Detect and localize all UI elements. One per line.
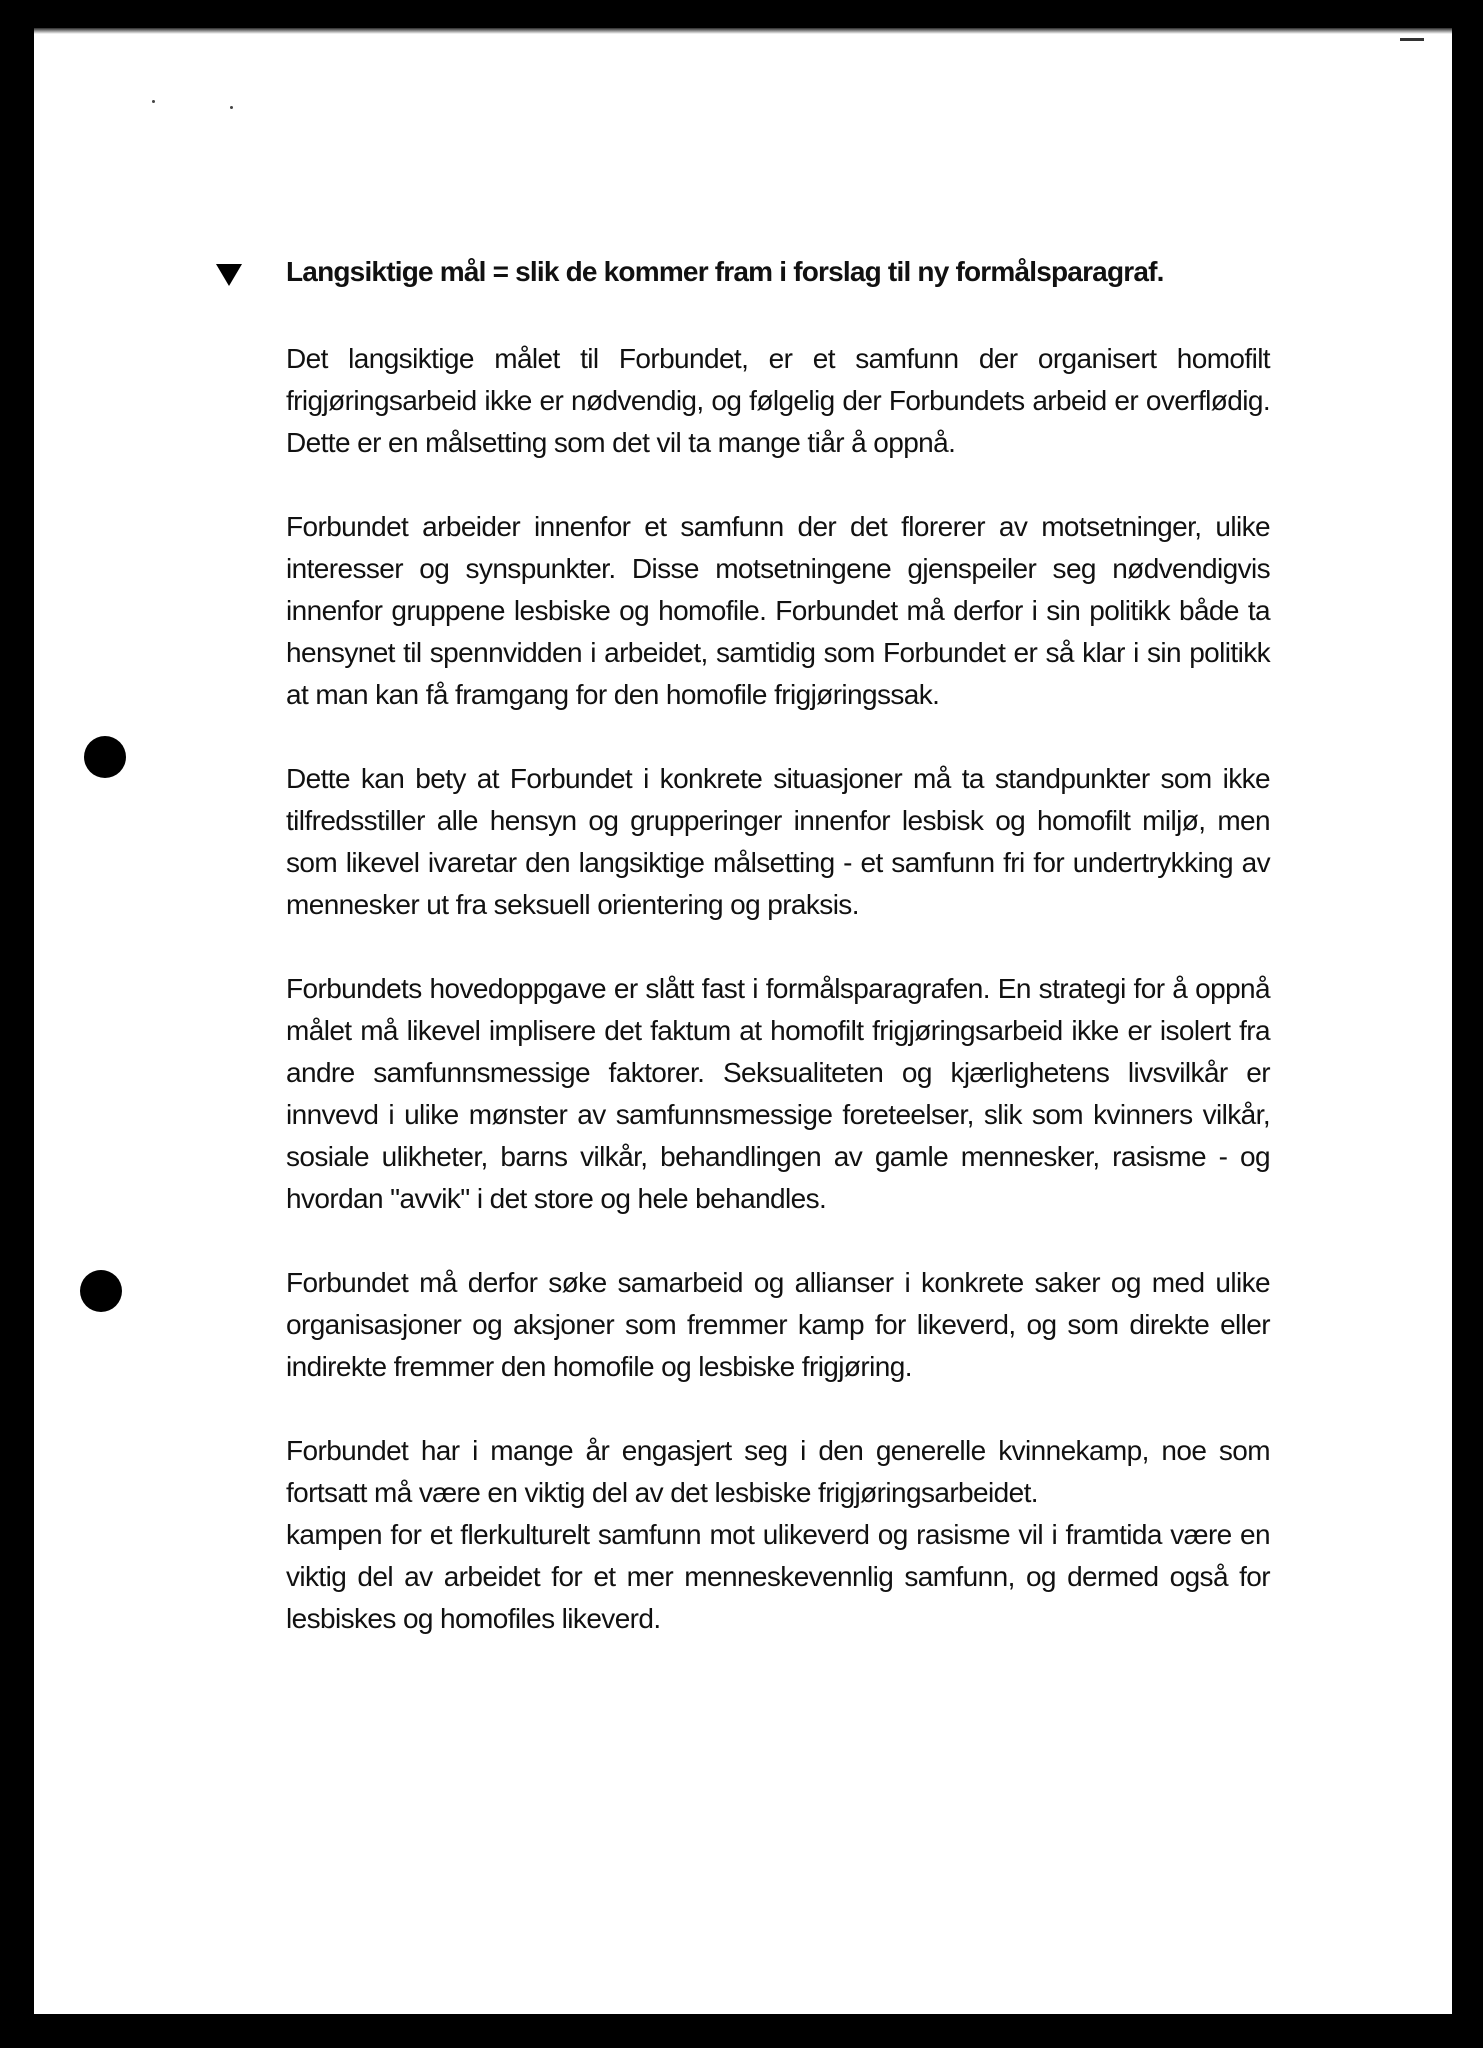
paragraph-womens-struggle: Forbundet har i mange år engasjert seg i den generelle kvinnekamp, noe som fortsatt må være en viktig del av det lesbiske frigjøringsarbeidet. <box>286 1435 1270 1508</box>
section-heading: Langsiktige mål = slik de kommer fram i forslag til ny formålsparagraf. <box>286 256 1164 287</box>
scan-top-edge <box>34 28 1452 34</box>
paragraph-contradictions: Forbundet arbeider innenfor et samfunn der det florerer av motsetninger, ulike interesser og synspunkter. Disse motsetningene gjenspeiler seg nødvendigvis innenfor gruppene lesbiske og homofile. Forbundet må derfor i sin politikk både ta hensynet til spennvidden i arbeidet, samtidig som Forbundet er så klar i sin politikk at man kan få framgang for den homofile frigjøringssak. <box>286 511 1270 710</box>
document-body <box>286 256 1270 1682</box>
punch-hole-lower <box>80 1270 122 1312</box>
scan-speck <box>230 106 233 109</box>
paragraph-main-task: Forbundets hovedoppgave er slått fast i formålsparagrafen. En strategi for å oppnå målet må likevel implisere det faktum at homofilt frigjøringsarbeid ikke er isolert fra andre samfunnsmessige faktorer. Seksualiteten og kjærlighetens livsvilkår er innvevd i ulike mønster av samfunnsmessige foreteelser, slik som kvinners vilkår, sosiale ulikheter, barns vilkår, behandlingen av gamle mennesker, rasisme - og hvordan "avvik" i det store og hele behandles. <box>286 973 1270 1214</box>
page-corner-mark <box>1400 28 1424 41</box>
punch-hole-upper <box>84 736 126 778</box>
paragraph-multicultural: kampen for et flerkulturelt samfunn mot ulikeverd og rasisme vil i framtida være en viktig del av arbeidet for et mer menneskevennlig samfunn, og dermed også for lesbiskes og homofiles likeverd. <box>286 1519 1270 1634</box>
section-heading-row <box>286 256 1270 288</box>
paragraph-standpoints: Dette kan bety at Forbundet i konkrete situasjoner må ta standpunkter som ikke tilfredsstiller alle hensyn og grupperinger innenfor lesbisk og homofilt miljø, men som likevel ivaretar den langsiktige målsetting - et samfunn fri for undertrykking av mennesker ut fra seksuell orientering og praksis. <box>286 763 1270 920</box>
triangle-bullet-icon <box>216 264 242 286</box>
paragraph-long-term-goal: Det langsiktige målet til Forbundet, er et samfunn der organisert homofilt frigjøringsarbeid ikke er nødvendig, og følgelig der Forbundets arbeid er overflødig. Dette er en målsetting som det vil ta mange tiår å oppnå. <box>286 343 1270 458</box>
paper-sheet <box>34 28 1452 2014</box>
scan-speck <box>152 100 155 103</box>
paragraph-alliances: Forbundet må derfor søke samarbeid og allianser i konkrete saker og med ulike organisasjoner og aksjoner som fremmer kamp for likeverd, og som direkte eller indirekte fremmer den homofile og lesbiske frigjøring. <box>286 1267 1270 1382</box>
